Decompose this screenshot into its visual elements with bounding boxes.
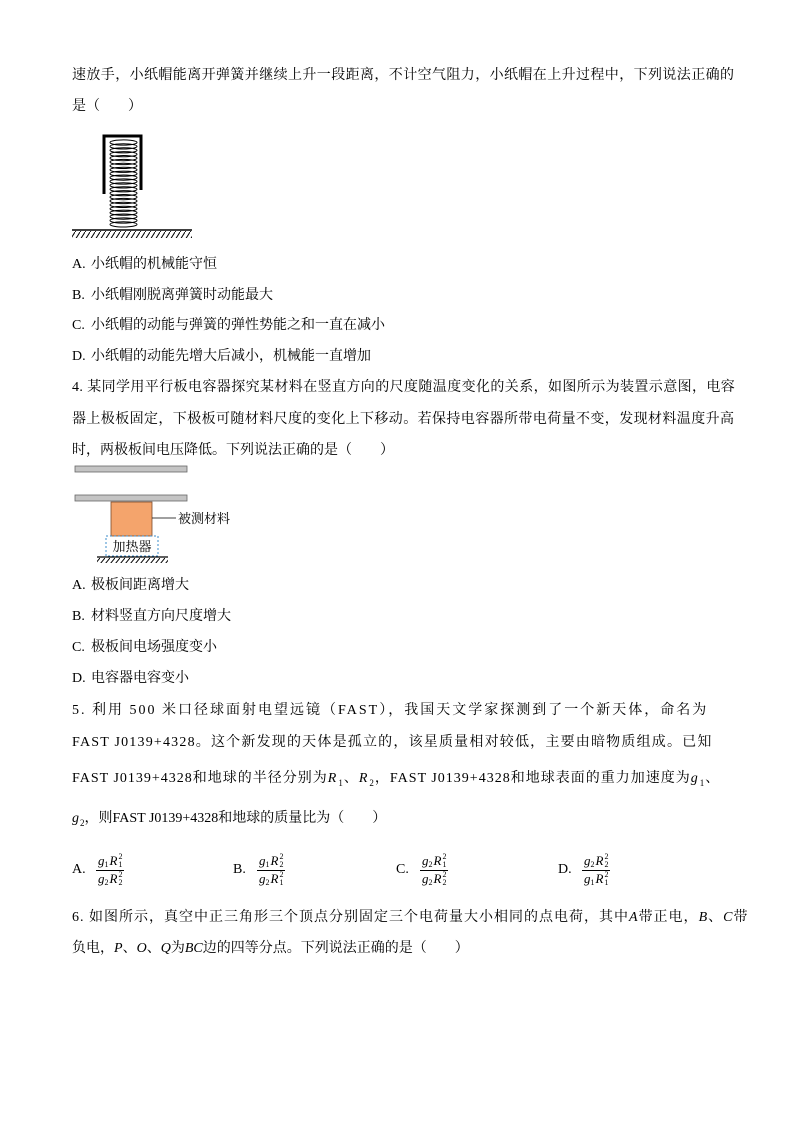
option-text: 极板间电场强度变小 <box>91 640 217 655</box>
denominator <box>96 870 124 888</box>
q4-option-b <box>72 607 231 627</box>
r-symbol: R <box>270 871 279 886</box>
r-symbol: R <box>270 853 279 868</box>
subscript: 2 <box>442 878 447 887</box>
option-text: 极板间距离增大 <box>91 578 189 593</box>
option-text: 小纸帽刚脱离弹簧时动能最大 <box>91 288 273 303</box>
ground-hatching <box>72 231 192 238</box>
fraction <box>96 853 124 888</box>
fraction <box>257 853 285 888</box>
subscript: 2 <box>428 878 433 887</box>
option-label: C. <box>72 318 85 333</box>
option-label: B. <box>72 609 85 624</box>
subscript: 2 <box>604 860 609 869</box>
subscript: 2 <box>118 878 123 887</box>
subscript: 2 <box>104 878 109 887</box>
numerator <box>257 853 285 870</box>
superscript: 2 <box>279 852 284 861</box>
g-symbol: g <box>98 871 105 886</box>
subscript: 1 <box>265 860 270 869</box>
material-block <box>111 502 152 536</box>
q3-option-a <box>72 255 217 275</box>
side-bc-label: BC <box>184 941 203 956</box>
sup-sub <box>442 853 446 869</box>
sup-sub <box>442 871 446 887</box>
r-symbol: R <box>327 771 338 786</box>
r-symbol: R <box>109 853 118 868</box>
q4-option-d <box>72 669 189 689</box>
text-segment: ，FAST J0139+4328和地球表面的重力加速度为 <box>374 771 691 786</box>
subscript: 2 <box>369 778 375 788</box>
q3-stem-line-2: 是（ ） <box>72 99 142 114</box>
point-a-label: A <box>629 910 639 925</box>
superscript: 2 <box>442 870 447 879</box>
subscript: 2 <box>590 860 595 869</box>
option-text: 小纸帽的动能先增大后减小，机械能一直增加 <box>91 349 371 364</box>
r-symbol: R <box>433 853 442 868</box>
superscript: 2 <box>118 852 123 861</box>
denominator <box>257 870 285 888</box>
text-segment: ，则FAST J0139+4328和地球的质量比为（ ） <box>84 811 387 826</box>
option-label: C. <box>72 640 85 655</box>
subscript: 1 <box>590 878 595 887</box>
q5-option-d <box>558 850 610 890</box>
subscript: 1 <box>442 860 447 869</box>
r-symbol: R <box>109 871 118 886</box>
numerator <box>96 853 124 870</box>
r-symbol: R <box>358 771 369 786</box>
material-label: 被测材料 <box>178 511 231 526</box>
g-symbol: g <box>422 871 429 886</box>
subscript: 1 <box>118 860 123 869</box>
denominator <box>582 870 610 888</box>
ground-hatching <box>97 558 168 563</box>
sup-sub <box>279 871 283 887</box>
option-text: 小纸帽的动能与弹簧的弹性势能之和一直在减小 <box>91 318 385 333</box>
sup-sub <box>118 853 122 869</box>
subscript: 2 <box>279 860 284 869</box>
g-symbol: g <box>72 811 79 826</box>
superscript: 2 <box>442 852 447 861</box>
q5-stem-line-4 <box>72 809 386 829</box>
text-segment: 、 <box>146 941 161 956</box>
g-symbol: g <box>422 853 429 868</box>
upper-plate <box>75 466 187 472</box>
subscript: 1 <box>104 860 109 869</box>
g-symbol: g <box>259 853 266 868</box>
q6-stem-line-1 <box>72 908 748 928</box>
option-label: A. <box>72 578 86 593</box>
numerator <box>582 853 610 870</box>
heater-label: 加热器 <box>112 539 152 554</box>
q4-option-a <box>72 576 189 596</box>
spring-figure <box>70 130 196 242</box>
q5-stem-line-1: 5. 利用 500 米口径球面射电望远镜（FAST），我国天文学家探测到了一个新天体，命名为 <box>72 703 709 718</box>
sup-sub <box>118 871 122 887</box>
option-label: A. <box>72 257 86 272</box>
r-symbol: R <box>433 871 442 886</box>
fraction <box>582 853 610 888</box>
q5-option-b <box>233 850 285 890</box>
superscript: 2 <box>604 852 609 861</box>
q5-option-c <box>396 850 448 890</box>
point-b-label: B <box>698 910 709 925</box>
subscript: 1 <box>338 778 344 788</box>
q3-stem-line-1: 速放手，小纸帽能离开弹簧并继续上升一段距离，不计空气阻力，小纸帽在上升过程中，下列说法正确的 <box>72 68 735 83</box>
text-segment: 带 <box>733 910 749 925</box>
text-segment: 带正电， <box>638 910 699 925</box>
text-segment: FAST J0139+4328和地球的半径分别为 <box>72 771 328 786</box>
superscript: 2 <box>118 870 123 879</box>
denominator <box>420 870 448 888</box>
q5-option-a <box>72 850 124 890</box>
sup-sub <box>279 853 283 869</box>
option-text: 小纸帽的机械能守恒 <box>91 257 217 272</box>
subscript: 2 <box>80 818 85 828</box>
r-symbol: R <box>595 853 604 868</box>
subscript: 2 <box>265 878 270 887</box>
q3-option-d <box>72 347 371 367</box>
option-label: B. <box>72 288 85 303</box>
subscript: 2 <box>428 860 433 869</box>
numerator <box>420 853 448 870</box>
subscript: 1 <box>279 878 284 887</box>
point-c-label: C <box>723 910 734 925</box>
q6-stem-line-2 <box>72 939 469 959</box>
g-symbol: g <box>259 871 266 886</box>
capacitor-figure <box>70 460 240 564</box>
option-label: C. <box>396 862 409 877</box>
text-segment: 、 <box>705 771 721 786</box>
g-symbol: g <box>584 871 591 886</box>
q3-option-b <box>72 286 273 306</box>
superscript: 2 <box>604 870 609 879</box>
sup-sub <box>604 853 608 869</box>
g-symbol: g <box>98 853 105 868</box>
r-symbol: R <box>595 871 604 886</box>
text-segment: 、 <box>343 771 359 786</box>
text-segment: 6. 如图所示，真空中正三角形三个顶点分别固定三个电荷量大小相同的点电荷，其中 <box>72 910 629 925</box>
q4-stem-line-3: 时，两极板间电压降低。下列说法正确的是（ ） <box>72 443 394 458</box>
subscript: 1 <box>699 778 706 788</box>
lower-plate <box>75 495 187 501</box>
q5-stem-line-3 <box>72 769 720 789</box>
sup-sub <box>604 871 608 887</box>
option-text: 电容器电容变小 <box>91 671 189 686</box>
q5-stem-line-2: FAST J0139+4328。这个新发现的天体是孤立的，该星质量相对较低，主要由暗物质组成。已知 <box>72 735 713 750</box>
subscript: 1 <box>604 878 609 887</box>
g-symbol: g <box>690 771 699 786</box>
option-label: B. <box>233 862 246 877</box>
option-label: A. <box>72 862 86 877</box>
text-segment: 负电， <box>72 941 114 956</box>
g-symbol: g <box>584 853 591 868</box>
q4-option-c <box>72 638 217 658</box>
point-o-label: O <box>136 941 147 956</box>
option-label: D. <box>72 349 86 364</box>
spring-coil <box>110 140 137 227</box>
option-text: 材料竖直方向尺度增大 <box>91 609 231 624</box>
fraction <box>420 853 448 888</box>
q3-option-c <box>72 316 385 336</box>
text-segment: 边的四等分点。下列说法正确的是（ ） <box>202 941 469 956</box>
text-segment: 、 <box>708 910 724 925</box>
option-label: D. <box>558 862 572 877</box>
q4-stem-line-1: 4. 某同学用平行板电容器探究某材料在竖直方向的尺度随温度变化的关系，如图所示为装置示意图，电容 <box>72 380 736 395</box>
text-segment: 、 <box>122 941 137 956</box>
point-q-label: Q <box>160 941 171 956</box>
q4-stem-line-2: 器上极板固定，下极板可随材料尺度的变化上下移动。若保持电容器所带电荷量不变，发现材料温度升高 <box>72 412 735 427</box>
text-segment: 为 <box>170 941 185 956</box>
superscript: 2 <box>279 870 284 879</box>
option-label: D. <box>72 671 86 686</box>
point-p-label: P <box>114 941 123 956</box>
